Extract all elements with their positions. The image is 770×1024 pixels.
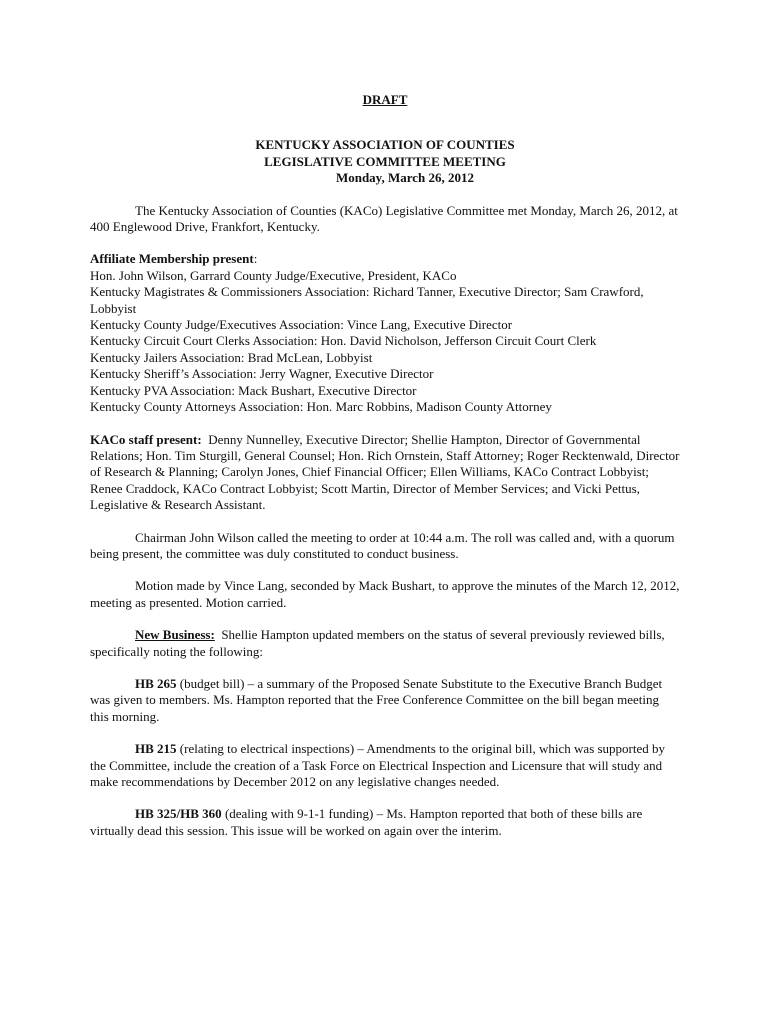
call-to-order-paragraph: Chairman John Wilson called the meeting to order at 10:44 a.m. The roll was called and, with a quorum being present, the committee was duly constituted to conduct business. (90, 529, 675, 561)
bill-paragraph-hb215 (90, 741, 680, 790)
bill-id: HB 325/HB 360 (135, 806, 222, 822)
draft-label: DRAFT (362, 92, 408, 107)
bill-text: (relating to electrical inspections) – Amendments to the original bill, which was supported by the Committee, include the creation of a Task Force on Electrical Inspection and Licensure that will study and make recommendations by December 2012 on any legislative changes needed. (90, 741, 666, 789)
affiliate-membership-title: Affiliate Membership present (90, 251, 254, 267)
new-business-text: Shellie Hampton updated members on the status of several previously reviewed bills, specifically noting the following: (90, 627, 665, 659)
new-business-paragraph (90, 627, 680, 660)
intro-paragraph: The Kentucky Association of Counties (KACo) Legislative Committee met Monday, March 26, 2012, at 400 Englewood Drive, Frankfort, Kentucky. (90, 202, 678, 235)
bill-text: (dealing with 9-1-1 funding) – Ms. Hampton reported that both of these bills are virtually dead this session. This issue will be worked on again over the interim. (90, 806, 643, 838)
bill-id: HB 265 (135, 675, 177, 691)
affiliate-member: Kentucky Circuit Court Clerks Association: Hon. David Nicholson, Jefferson Circuit Court Clerk (90, 333, 597, 349)
affiliate-member: Kentucky PVA Association: Mack Bushart, Executive Director (90, 382, 417, 398)
staff-present-paragraph (90, 432, 680, 514)
bill-paragraph-hb265 (90, 676, 680, 725)
bill-id: HB 215 (135, 741, 177, 757)
affiliate-membership-section (90, 251, 680, 415)
affiliate-member: Kentucky Magistrates & Commissioners Association: Richard Tanner, Executive Director; Sam Crawford, Lobbyist (90, 284, 644, 316)
affiliate-membership-colon: : (253, 251, 258, 267)
affiliate-membership-heading (90, 251, 680, 267)
affiliate-member: Hon. John Wilson, Garrard County Judge/Executive, President, KACo (90, 267, 457, 283)
new-business-title: New Business: (135, 627, 215, 643)
minutes-motion-paragraph: Motion made by Vince Lang, seconded by Mack Bushart, to approve the minutes of the March 12, 2012, meeting as presented. Motion carried. (90, 578, 680, 610)
bill-paragraph-hb325-hb360 (90, 806, 680, 839)
meeting-date: Monday, March 26, 2012 (335, 170, 475, 186)
affiliate-member: Kentucky Jailers Association: Brad McLean, Lobbyist (90, 349, 373, 365)
affiliate-member: Kentucky County Attorneys Association: Hon. Marc Robbins, Madison County Attorney (90, 399, 552, 415)
meeting-title: LEGISLATIVE COMMITTEE MEETING (264, 153, 506, 169)
staff-present-title: KACo staff present: (90, 431, 202, 447)
affiliate-member: Kentucky County Judge/Executives Association: Vince Lang, Executive Director (90, 317, 513, 333)
staff-present-text: Denny Nunnelley, Executive Director; Shellie Hampton, Director of Governmental Relations; Hon. Tim Sturgill, General Counsel; Hon. Rich Ornstein, Staff Attorney; Roger Recktenwald, Director of Research & Planning; Carolyn Jones, Chief Financial Officer; Ellen Williams, KACo Contract Lobbyist; Renee Craddock, KACo Contract Lobbyist; Scott Martin, Director of Member Services; and Vicki Pettus, Legislative & Research Assistant. (90, 431, 680, 513)
document-page (90, 92, 680, 855)
bill-text: (budget bill) – a summary of the Proposed Senate Substitute to the Executive Branch Budget was given to members. Ms. Hampton reported that the Free Conference Committee on the bill began meeting this morning. (90, 675, 663, 724)
affiliate-member: Kentucky Sheriff’s Association: Jerry Wagner, Executive Director (90, 366, 434, 382)
org-title: KENTUCKY ASSOCIATION OF COUNTIES (255, 137, 515, 153)
